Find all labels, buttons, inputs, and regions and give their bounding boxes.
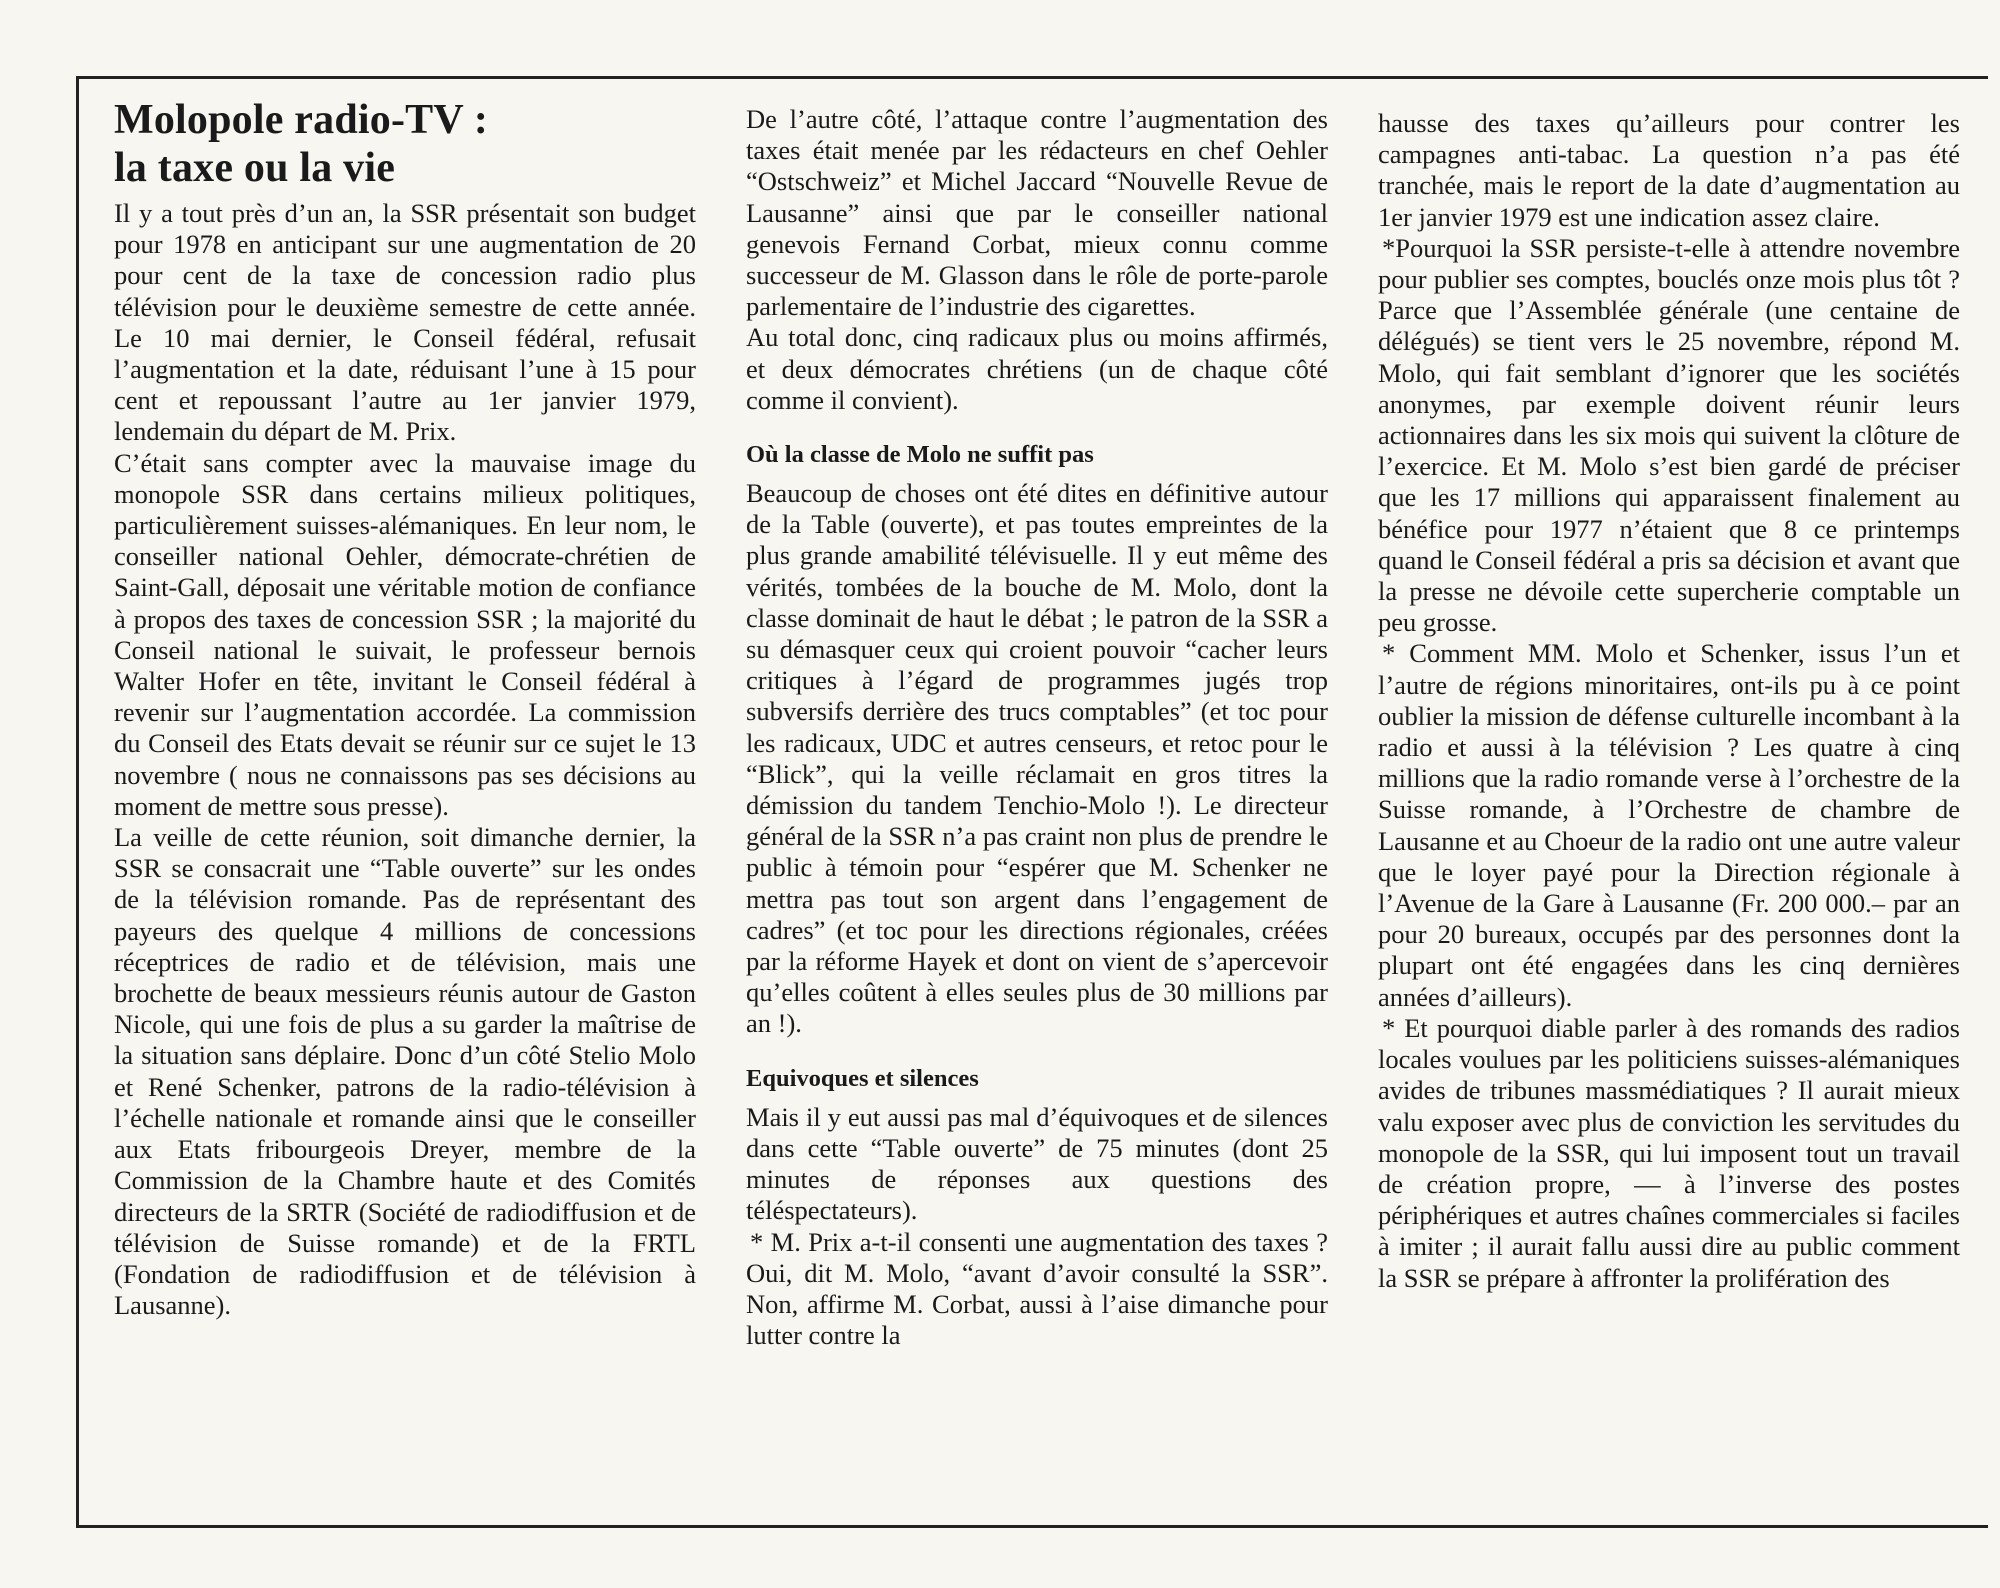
article-column-3 [1378, 108, 1960, 1294]
paragraph: Beaucoup de choses ont été dites en définitive autour de la Table (ouverte), et pas toutes empreintes de la plus grande amabilité télévisuelle. Il y eut même des vérités, tombées de la bouche de M. Molo, dont la classe dominait de haut le débat ; le patron de la SSR a su démasquer ceux qui croient pouvoir “cacher leurs critiques à l’égard de programmes jugés trop subversifs derrière des trucs comptables” (et toc pour les radicaux, UDC et autres censeurs, et retoc pour le “Blick”, qui la veille réclamait en gros titres la démission du tandem Tenchio-Molo !). Le directeur général de la SSR n’a pas craint non plus de prendre le public à témoin pour “espérer que M. Schenker ne mettra pas tout son argent dans l’engagement de cadres” (et toc pour les directions régionales, créées par la réforme Hayek et dont on vient de s’apercevoir qu’elles coûtent à elles seules plus de 30 millions par an !). [746, 478, 1328, 1039]
paragraph: C’était sans compter avec la mauvaise image du monopole SSR dans certains milieux politiques, particulièrement suisses-alémaniques. En leur nom, le conseiller national Oehler, démocrate-chrétien de Saint-Gall, déposait une véritable motion de confiance à propos des taxes de concession SSR ; la majorité du Conseil national le suivait, le professeur bernois Walter Hofer en tête, invitant le Conseil fédéral à revenir sur l’augmentation accordée. La commission du Conseil des Etats devait se réunir sur ce sujet le 13 novembre ( nous ne connaissons pas ses décisions au moment de mettre sous presse). [114, 447, 696, 821]
title-line-1: Molopole radio-TV : [114, 97, 489, 143]
paragraph: * Comment MM. Molo et Schenker, issus l’un et l’autre de régions minoritaires, ont-ils pu à ce point oublier la mission de défense culturelle incombant à la radio et aussi à la télévision ? Les quatre à cinq millions que la radio romande verse à l’orchestre de la Suisse romande, à l’Orchestre de chambre de Lausanne et au Choeur de la radio ont une autre valeur que le loyer payé pour la Direction régionale à l’Avenue de la Gare à Lausanne (Fr. 200 000.– par an pour 20 bureaux, occupés par des personnes dont la plupart ont été engagées dans les cinq dernières années d’ailleurs). [1378, 638, 1960, 1012]
paragraph: Au total donc, cinq radicaux plus ou moins affirmés, et deux démocrates chrétiens (un de chaque côté comme il convient). [746, 322, 1328, 415]
paragraph: De l’autre côté, l’attaque contre l’augmentation des taxes était menée par les rédacteurs en chef Oehler “Ostschweiz” et Michel Jaccard “Nouvelle Revue de Lausanne” ainsi que par le conseiller national genevois Fernand Corbat, mieux connu comme successeur de M. Glasson dans le rôle de porte-parole parlementaire de l’industrie des cigarettes. [746, 104, 1328, 322]
paragraph: *Pourquoi la SSR persiste-t-elle à attendre novembre pour publier ses comptes, bouclés onze mois plus tôt ? Parce que l’Assemblée générale (une centaine de délégués) se tient vers le 25 novembre, répond M. Molo, qui fait semblant d’ignorer que les sociétés anonymes, par exemple doivent réunir leurs actionnaires dans les six mois qui suivent la clôture de l’exercice. Et M. Molo s’est bien gardé de préciser que les 17 millions qui apparaissent finalement au bénéfice pour 1977 n’étaient que 8 ce printemps quand le Conseil fédéral a pris sa décision et avant que la presse ne dévoile cette supercherie comptable un peu grosse. [1378, 232, 1960, 638]
paragraph: * M. Prix a-t-il consenti une augmentation des taxes ? Oui, dit M. Molo, “avant d’avoir consulté la SSR”. Non, affirme M. Corbat, aussi à l’aise dimanche pour lutter contre la [746, 1226, 1328, 1351]
article-title [114, 96, 696, 192]
paragraph: hausse des taxes qu’ailleurs pour contrer les campagnes anti-tabac. La question n’a pas été tranchée, mais le report de la date d’augmentation au 1er janvier 1979 est une indication assez claire. [1378, 108, 1960, 232]
section-heading: Equivoques et silences [746, 1064, 979, 1092]
article-column-2 [746, 104, 1328, 1351]
paragraph: La veille de cette réunion, soit dimanche dernier, la SSR se consacrait une “Table ouverte” sur les ondes de la télévision romande. Pas de représentant des payeurs des quelque 4 millions de concessions réceptrices de radio et de télévision, mais une brochette de beaux messieurs réunis autour de Gaston Nicole, qui une fois de plus a su garder la maîtrise de la situation sans déplaire. Donc d’un côté Stelio Molo et René Schenker, patrons de la radio-télévision à l’échelle nationale et romande ainsi que le conseiller aux Etats fribourgeois Dreyer, membre de la Commission de la Chambre haute et des Comités directeurs de la SRTR (Société de radiodiffusion et de télévision de Suisse romande) et de la FRTL (Fondation de radiodiffusion et de télévision à Lausanne). [114, 822, 696, 1321]
paragraph: Il y a tout près d’un an, la SSR présentait son budget pour 1978 en anticipant sur une augmentation de 20 pour cent de la taxe de concession radio plus télévision pour le deuxième semestre de cette année. Le 10 mai dernier, le Conseil fédéral, refusait l’augmentation et la date, réduisant l’une à 15 pour cent et repoussant l’autre au 1er janvier 1979, lendemain du départ de M. Prix. [114, 198, 696, 447]
title-line-2: la taxe ou la vie [114, 145, 396, 191]
paragraph: * Et pourquoi diable parler à des romands des radios locales voulues par les politiciens suisses-alémaniques avides de tribunes massmédiatiques ? Il aurait mieux valu exposer avec plus de conviction les servitudes du monopole de la SSR, qui lui imposent tout un travail de création propre, — à l’inverse des postes périphériques et autres chaînes commerciales si faciles à imiter ; il aurait fallu aussi dire au public comment la SSR se prépare à affronter la prolifération des [1378, 1012, 1960, 1293]
article-column-1 [114, 96, 696, 1321]
section-heading: Où la classe de Molo ne suffit pas [746, 441, 1094, 469]
paragraph: Mais il y eut aussi pas mal d’équivoques et de silences dans cette “Table ouverte” de 75 minutes (dont 25 minutes de réponses aux questions des téléspectateurs). [746, 1101, 1328, 1226]
